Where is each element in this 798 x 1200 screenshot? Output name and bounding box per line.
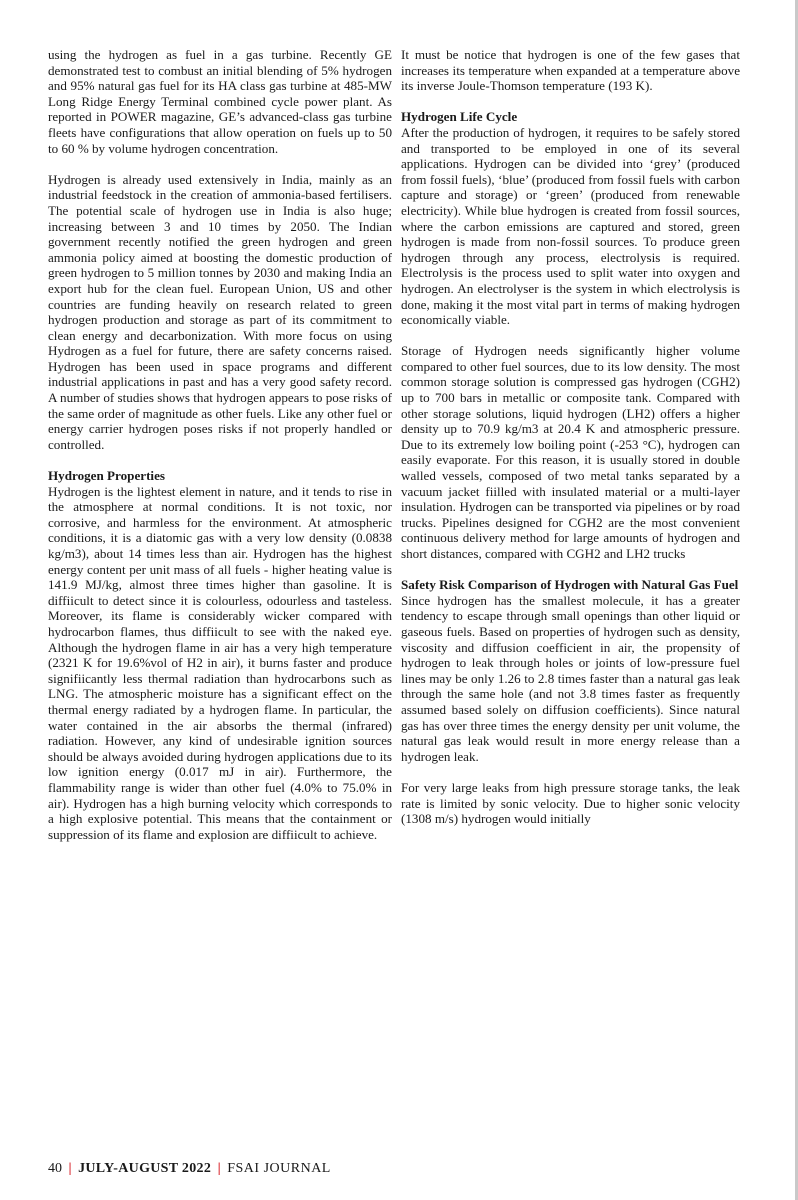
page-number: 40 bbox=[48, 1161, 62, 1176]
issue-date: JULY-AUGUST 2022 bbox=[78, 1161, 212, 1176]
footer-separator: | bbox=[217, 1161, 221, 1176]
section-heading: Hydrogen Properties bbox=[48, 468, 165, 484]
body-paragraph: Since hydrogen has the smallest molecule, it has a greater tendency to escape through small openings than other liquid or gaseous fuels. Based on properties of hydrogen such as density, viscosity and diffusion coefficient in air, the propensity of hydrogen to leak through holes or joints of low-pressure fuel lines may be only 1.26 to 2.8 times faster than a natural gas leak through the same hole (and not 3.8 times faster as frequently assumed based solely on diffusion coefficients). Since natural gas has over three times the energy density per unit volume, the natural gas leak would result in more energy release than a hydrogen leak. bbox=[401, 592, 740, 764]
left-column bbox=[48, 47, 392, 842]
page-footer bbox=[48, 1160, 331, 1178]
right-column bbox=[401, 47, 740, 827]
body-paragraph: using the hydrogen as fuel in a gas turbine. Recently GE demonstrated test to combust an initial blending of 5% hydrogen and 95% natural gas fuel for its HA class gas turbine at 485-MW Long Ridge Energy Terminal combined cycle power plant. As reported in POWER magazine, GE’s advanced-class gas turbine fleets have configurations that allow operation on fuels up to 50 to 60 % by volume hydrogen concentration. bbox=[48, 47, 392, 156]
body-paragraph: Hydrogen is already used extensively in India, mainly as an industrial feedstock in the creation of ammonia-based fertilisers. The potential scale of hydrogen use in India is also huge; increasing between 3 and 10 times by 2050. The Indian government recently notified the green hydrogen and green ammonia policy aimed at boosting the domestic production of green hydrogen to 5 million tonnes by 2030 and making India an export hub for the clean fuel. European Union, US and other countries are funding heavily on research related to green hydrogen production and storage as part of its commitment to clean energy and decarbonization. With more focus on using Hydrogen as a fuel for future, there are safety concerns raised. Hydrogen has been used in space programs and different industrial applications in past and has a very good safety record. A number of studies shows that hydrogen appears to pose risks of the same order of magnitude as other fuels. Like any other fuel or energy carrier hydrogen poses risks if not properly handled or controlled. bbox=[48, 171, 392, 452]
journal-name: FSAI JOURNAL bbox=[227, 1161, 331, 1176]
section-heading: Hydrogen Life Cycle bbox=[401, 109, 518, 125]
body-paragraph: Hydrogen is the lightest element in nature, and it tends to rise in the atmosphere at normal conditions. It is not toxic, nor corrosive, and harmless for the environment. At atmospheric conditions, it is a diatomic gas with a very low density (0.0838 kg/m3), about 14 times less than air. Hydrogen has the highest energy content per unit mass of all fuels - higher heating value is 141.9 MJ/kg, almost three times higher than gasoline. It is diffiicult to detect since it is colourless, odourless and tasteless. Moreover, its flame is considerably wicker compared with hydrocarbon flames, thus diffiicult to see with the naked eye. Although the hydrogen flame in air has a very high temperature (2321 K for 19.6%vol of H2 in air), it burns faster and produce signifiicantly less thermal radiation than hydrocarbons such as LNG. The atmospheric moisture has a significant effect on the thermal energy radiated by a hydrogen flame. In particular, the water contained in the air absorbs the thermal (infrared) radiation. However, any kind of undesirable ignition sources should be always avoided during hydrogen applications due to its low ignition energy (0.017 mJ in air). Furthermore, the flammability range is wider than other fuel (4.0% to 75.0% in air). Hydrogen has a high burning velocity which corresponds to a high explosive potential. This means that the containment or suppression of its flame and explosion are diffiicult to achieve. bbox=[48, 483, 392, 842]
footer-separator: | bbox=[68, 1161, 72, 1176]
section-heading: Safety Risk Comparison of Hydrogen with Natural Gas Fuel bbox=[401, 577, 739, 593]
body-paragraph: Storage of Hydrogen needs significantly higher volume compared to other fuel sources, due to its low density. The most common storage solution is compressed gas hydrogen (CGH2) up to 700 bars in metallic or composite tank. Compared with other storage solutions, liquid hydrogen (LH2) offers a higher density up to 70.9 kg/m3 at 20.4 K and atmospheric pressure. Due to its extremely low boiling point (-253 °C), hydrogen can easily evaporate. For this reason, it is usually stored in double walled vessels, composed of two metal tanks separated by a vacuum jacket fiilled with insulated material or a multi-layer insulation. Hydrogen can be transported via pipelines or by road trucks. Pipelines designed for CGH2 are the most convenient continuous delivery method for large amounts of hydrogen and short distances, compared with CGH2 and LH2 trucks bbox=[401, 343, 740, 561]
body-paragraph: It must be notice that hydrogen is one of the few gases that increases its temperature when expanded at a temperature above its inverse Joule-Thomson temperature (193 K). bbox=[401, 47, 740, 94]
body-paragraph: After the production of hydrogen, it requires to be safely stored and transported to be employed in one of its several applications. Hydrogen can be divided into ‘grey’ (produced from fossil fuels), ‘blue’ (produced from fossil fuels with carbon capture and storage) or ‘green’ (produced from renewable electricity). While blue hydrogen is created from fossil sources, where the carbon emissions are captured and stored, green hydrogen is made from non-fossil sources. To produce green hydrogen through any process, electrolysis is required. Electrolysis is the process used to split water into oxygen and hydrogen. An electrolyser is the system in which electrolysis is done, making it the most vital part in terms of making hydrogen economically viable. bbox=[401, 124, 740, 328]
body-paragraph: For very large leaks from high pressure storage tanks, the leak rate is limited by sonic velocity. Due to higher sonic velocity (1308 m/s) hydrogen would initially bbox=[401, 779, 740, 827]
